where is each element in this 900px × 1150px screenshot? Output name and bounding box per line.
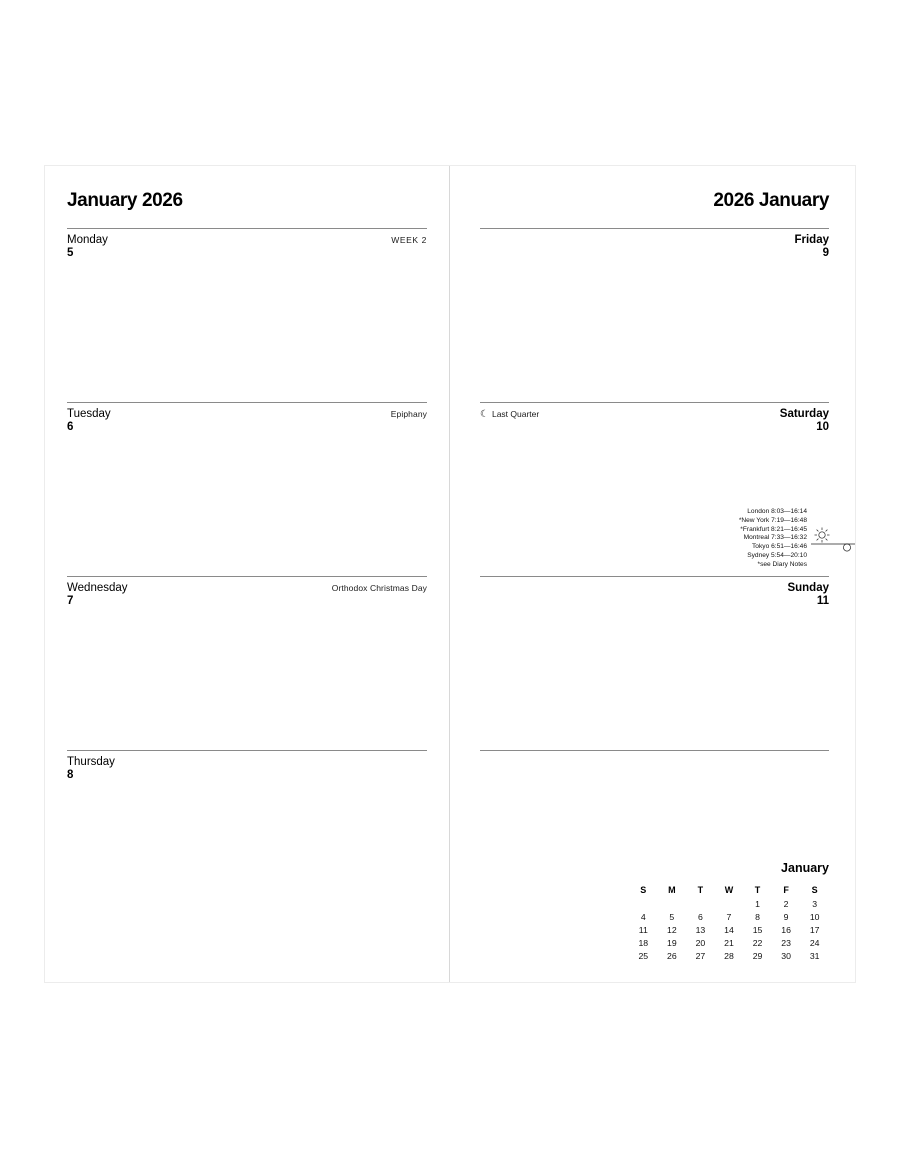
sunrise-icon <box>811 524 855 554</box>
calendar-day-cell[interactable]: 7 <box>726 912 732 923</box>
day-block-friday[interactable] <box>480 229 829 402</box>
sun-times-line: Montreal 7:33—16:32 <box>743 534 807 542</box>
day-number: 5 <box>67 247 74 259</box>
right-page <box>450 166 855 982</box>
calendar-day-cell[interactable]: 19 <box>667 937 677 948</box>
day-name: Friday <box>794 234 829 246</box>
day-writing-area[interactable] <box>67 781 427 924</box>
mini-calendar-week-row <box>629 911 829 924</box>
calendar-day-cell[interactable]: 8 <box>755 912 760 923</box>
sun-times-line: *New York 7:19—16:48 <box>738 516 807 524</box>
mini-calendar-week-row <box>629 924 829 937</box>
page-title: 2026 January <box>713 190 829 211</box>
day-name: Thursday <box>67 756 115 768</box>
sun-times-line: *Frankfurt 8:21—16:45 <box>740 525 807 533</box>
calendar-day-cell[interactable]: 5 <box>669 912 675 923</box>
day-header <box>480 577 829 594</box>
sun-times-block <box>665 508 855 570</box>
day-header <box>67 577 427 594</box>
page-title: January 2026 <box>67 190 183 211</box>
calendar-day-cell[interactable]: 25 <box>638 950 649 961</box>
weekday-header: S <box>811 885 818 896</box>
day-number: 8 <box>67 769 74 781</box>
day-number: 10 <box>816 421 829 433</box>
weekday-header: T <box>754 885 761 896</box>
diary-spread <box>45 166 855 982</box>
day-name: Saturday <box>779 408 829 420</box>
sun-times-line: Sydney 5:54—20:10 <box>747 552 807 560</box>
calendar-day-cell[interactable]: 27 <box>695 950 706 961</box>
day-writing-area[interactable] <box>67 433 427 576</box>
calendar-day-cell[interactable]: 30 <box>781 950 791 961</box>
moon-phase-label: Last Quarter <box>491 409 540 419</box>
calendar-day-cell[interactable]: 15 <box>752 925 763 936</box>
weekday-header: W <box>724 885 734 896</box>
day-note: Orthodox Christmas Day <box>331 583 427 593</box>
day-block-sunday[interactable] <box>480 576 829 750</box>
calendar-day-cell[interactable]: 17 <box>809 925 820 936</box>
calendar-day-cell[interactable]: 18 <box>638 937 649 948</box>
day-name: Sunday <box>787 582 829 594</box>
day-header <box>480 229 829 246</box>
footer-divider <box>480 750 829 751</box>
calendar-day-cell[interactable]: 13 <box>695 925 706 936</box>
calendar-day-cell[interactable]: 3 <box>812 899 818 910</box>
moon-phase-note <box>480 583 483 594</box>
calendar-day-cell[interactable]: 16 <box>781 925 791 936</box>
day-block-wednesday[interactable] <box>67 576 427 750</box>
day-writing-area[interactable] <box>67 259 427 402</box>
calendar-day-cell[interactable]: 1 <box>755 899 760 910</box>
mini-calendar-table <box>629 884 829 962</box>
calendar-day-cell[interactable]: 12 <box>667 925 677 936</box>
calendar-day-cell[interactable] <box>686 898 715 911</box>
day-number: 11 <box>816 595 829 607</box>
mini-calendar <box>629 861 829 962</box>
calendar-day-cell[interactable]: 29 <box>752 950 763 961</box>
mini-calendar-week-row <box>629 898 829 911</box>
calendar-day-cell[interactable]: 26 <box>667 950 677 961</box>
day-note: WEEK 2 <box>391 235 427 245</box>
calendar-day-cell[interactable]: 4 <box>640 912 646 923</box>
weekday-header: M <box>668 885 676 896</box>
day-number: 7 <box>67 595 74 607</box>
calendar-day-cell[interactable]: 9 <box>783 912 789 923</box>
calendar-day-cell[interactable]: 6 <box>697 912 703 923</box>
mini-calendar-month: January <box>781 861 829 876</box>
sun-times-line: Tokyo 6:51—16:46 <box>752 543 807 551</box>
day-name: Monday <box>67 234 108 246</box>
day-header <box>67 751 427 768</box>
day-name: Tuesday <box>67 408 111 420</box>
weekday-header: S <box>640 885 647 896</box>
sun-times-line: *see Diary Notes <box>757 560 807 568</box>
moon-phase-note <box>480 409 539 420</box>
day-writing-area[interactable] <box>480 607 829 750</box>
day-block-tuesday[interactable] <box>67 402 427 576</box>
calendar-day-cell[interactable]: 24 <box>809 937 820 948</box>
moon-phase-note <box>480 235 483 246</box>
calendar-day-cell[interactable] <box>715 898 744 911</box>
calendar-day-cell[interactable]: 10 <box>809 912 820 923</box>
calendar-day-cell[interactable]: 2 <box>783 899 789 910</box>
calendar-day-cell[interactable]: 23 <box>781 937 791 948</box>
calendar-day-cell[interactable]: 14 <box>724 925 734 936</box>
sun-times-line: London 8:03—16:14 <box>747 508 807 515</box>
calendar-day-cell[interactable]: 28 <box>724 950 734 961</box>
day-writing-area[interactable] <box>67 607 427 750</box>
calendar-day-cell[interactable] <box>658 898 687 911</box>
day-note: Epiphany <box>390 409 427 419</box>
calendar-day-cell[interactable]: 22 <box>752 937 763 948</box>
calendar-day-cell[interactable]: 31 <box>809 950 820 961</box>
day-header <box>67 229 427 246</box>
day-name: Wednesday <box>67 582 128 594</box>
mini-calendar-header-row <box>629 884 829 898</box>
calendar-day-cell[interactable]: 21 <box>724 937 734 948</box>
calendar-day-cell[interactable]: 20 <box>695 937 706 948</box>
day-block-thursday[interactable] <box>67 750 427 924</box>
moon-last-quarter-icon: ☾ <box>480 409 489 420</box>
mini-calendar-week-row <box>629 936 829 949</box>
mini-calendar-week-row <box>629 949 829 962</box>
day-writing-area[interactable] <box>480 259 829 402</box>
day-header <box>480 403 829 420</box>
weekday-header: T <box>697 885 704 896</box>
calendar-day-cell[interactable]: 11 <box>638 925 648 936</box>
calendar-day-cell[interactable] <box>629 898 658 911</box>
sun-times-list <box>739 508 807 570</box>
day-number: 6 <box>67 421 74 433</box>
day-block-monday[interactable] <box>67 229 427 402</box>
left-page <box>45 166 450 982</box>
day-header <box>67 403 427 420</box>
day-number: 9 <box>822 247 829 259</box>
weekday-header: F <box>783 885 789 896</box>
